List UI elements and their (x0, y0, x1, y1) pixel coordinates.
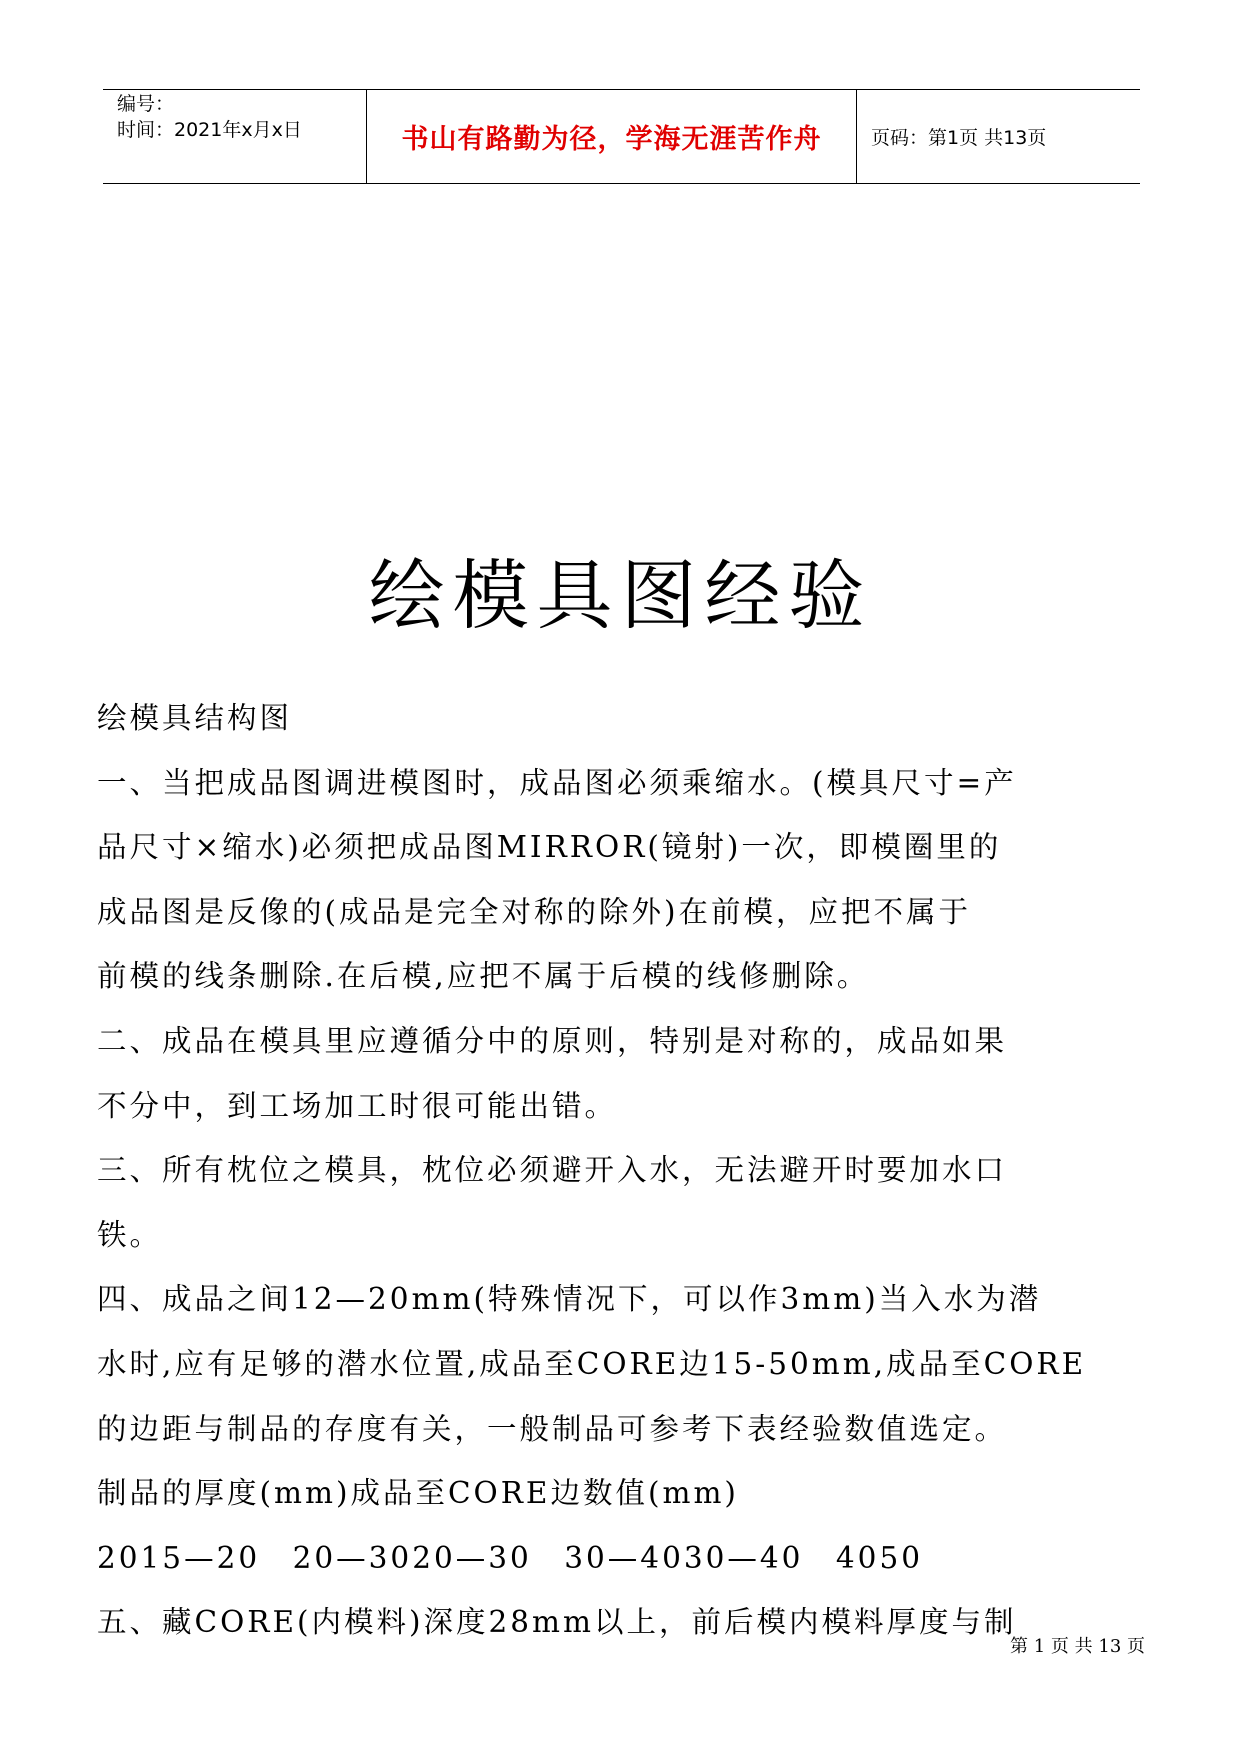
document-body (97, 686, 1121, 1655)
paragraph-line: 二、成品在模具里应遵循分中的原则，特别是对称的，成品如果 (97, 1023, 1008, 1058)
paragraph-line: 2015—20 20—3020—30 30—4030—40 4050 (97, 1540, 923, 1575)
header-table (103, 89, 1140, 184)
paragraph-line: 不分中，到工场加工时很可能出错。 (97, 1088, 618, 1123)
header-meta-cell (103, 90, 367, 183)
paragraph-line: 制品的厚度(mm)成品至CORE边数值(mm) (97, 1476, 739, 1511)
document-title: 绘模具图经验 (368, 551, 873, 640)
paragraph-line: 的边距与制品的存度有关，一般制品可参考下表经验数值选定。 (97, 1411, 1008, 1446)
serial-number-label: 编号： (117, 93, 175, 115)
page-footer: 第 1 页 共 13 页 (1010, 1636, 1145, 1657)
paragraph-line: 四、成品之间12—20mm(特殊情况下，可以作3mm)当入水为潜 (97, 1282, 1042, 1317)
paragraph-line: 绘模具结构图 (97, 701, 293, 735)
header-motto-cell (367, 90, 857, 183)
paragraph-line: 成品图是反像的(成品是完全对称的除外)在前模，应把不属于 (97, 894, 972, 929)
time-label: 时间：2021年x月x日 (117, 119, 302, 141)
page-info: 页码：第1页 共13页 (871, 127, 1047, 149)
paragraph-line: 水时,应有足够的潜水位置,成品至CORE边15-50mm,成品至CORE (97, 1346, 1087, 1381)
paragraph-line: 品尺寸×缩水)必须把成品图MIRROR(镜射)一次，即模圈里的 (97, 830, 1002, 865)
paragraph-line: 一、当把成品图调进模图时，成品图必须乘缩水。(模具尺寸=产 (97, 765, 1017, 800)
paragraph-line: 三、所有枕位之模具，枕位必须避开入水，无法避开时要加水口 (97, 1153, 1008, 1188)
motto-text: 书山有路勤为径，学海无涯苦作舟 (401, 124, 822, 155)
header-page-cell (857, 90, 1140, 183)
paragraph-line: 五、藏CORE(内模料)深度28mm以上，前后模内模料厚度与制 (97, 1605, 1017, 1640)
paragraph-line: 前模的线条删除.在后模,应把不属于后模的线修删除。 (97, 959, 870, 994)
paragraph-line: 铁。 (97, 1217, 163, 1252)
